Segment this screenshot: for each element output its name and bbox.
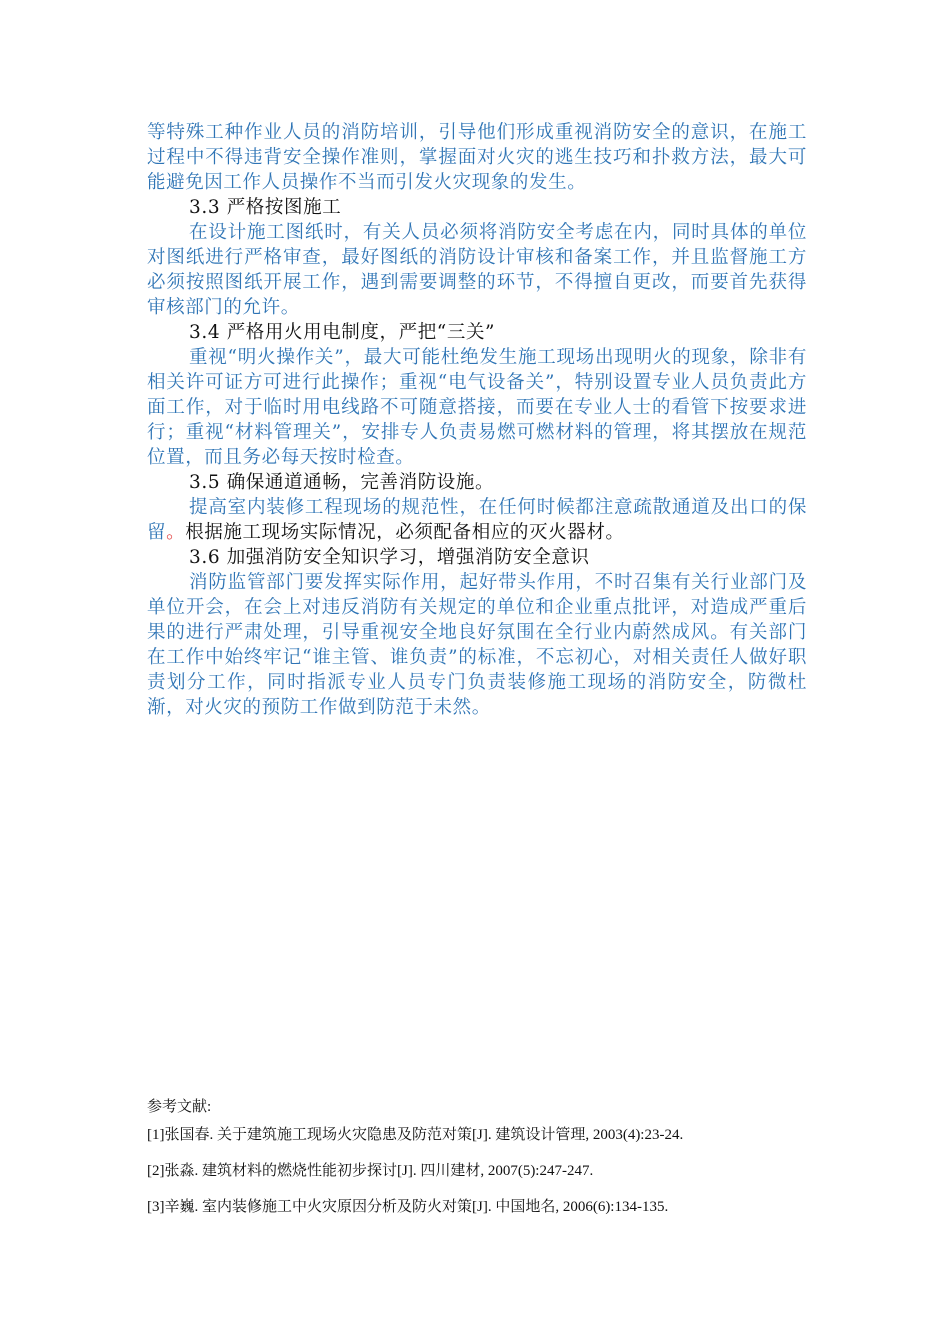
paragraph-3-4: 重视“明火操作关”，最大可能杜绝发生施工现场出现明火的现象，除非有相关许可证方可进行此操作；重视“电气设备关”，特别设置专业人员负责此方面工作，对于临时用电线路不可随意搭接，而要在专业人士的看管下按要求进行；重视“材料管理关”，安排专人负责易燃可燃材料的管理，将其摆放在规范位置，而且务必每天按时检查。	[147, 347, 807, 468]
paragraph-3-5-part-a: 提高室内装修工程现场的规范性，在任何时候都注意疏散通道及出口的保留	[147, 497, 807, 543]
references-section	[147, 1097, 827, 1233]
paragraph-3-3: 在设计施工图纸时，有关人员必须将消防安全考虑在内，同时具体的单位对图纸进行严格审查，最好图纸的消防设计审核和备案工作，并且监督施工方必须按照图纸开展工作，遇到需要调整的环节，不得擅自更改，而要首先获得审核部门的允许。	[147, 222, 807, 318]
section-heading-3-6: 3.6 加强消防安全知识学习，增强消防安全意识	[189, 547, 590, 568]
paragraph-3-6: 消防监管部门要发挥实际作用，起好带头作用，不时召集有关行业部门及单位开会，在会上对违反消防有关规定的单位和企业重点批评，对造成严重后果的进行严肃处理，引导重视安全地良好氛围在全行业内蔚然成风。有关部门在工作中始终牢记“谁主管、谁负责”的标准，不忘初心，对相关责任人做好职责划分工作，同时指派专业人员专门负责装修施工现场的消防安全，防微杜渐，对火灾的预防工作做到防范于未然。	[147, 572, 807, 718]
reference-item: [2]张淼. 建筑材料的燃烧性能初步探讨[J]. 四川建材, 2007(5):247-247.	[147, 1163, 594, 1179]
document-body	[147, 120, 807, 720]
paragraph-3-5-part-b: 根据施工现场实际情况，必须配备相应的灭火器材。	[185, 522, 625, 543]
section-heading-3-3: 3.3 严格按图施工	[189, 197, 342, 218]
references-title: 参考文献:	[147, 1099, 212, 1115]
section-heading-3-4: 3.4 严格用火用电制度，严把“三关”	[189, 322, 496, 343]
paragraph-3-2-continued: 等特殊工种作业人员的消防培训，引导他们形成重视消防安全的意识，在施工过程中不得违背安全操作准则，掌握面对火灾的逃生技巧和扑救方法，最大可能避免因工作人员操作不当而引发火灾现象的发生。	[147, 122, 807, 193]
reference-item: [3]辛巍. 室内装修施工中火灾原因分析及防火对策[J]. 中国地名, 2006(6):134-135.	[147, 1199, 669, 1215]
paragraph-3-5	[147, 495, 807, 545]
reference-item: [1]张国春. 关于建筑施工现场火灾隐患及防范对策[J]. 建筑设计管理, 2003(4):23-24.	[147, 1127, 684, 1143]
paragraph-3-5-red-mark: 。	[166, 522, 186, 543]
section-heading-3-5: 3.5 确保通道通畅，完善消防设施。	[189, 472, 495, 493]
